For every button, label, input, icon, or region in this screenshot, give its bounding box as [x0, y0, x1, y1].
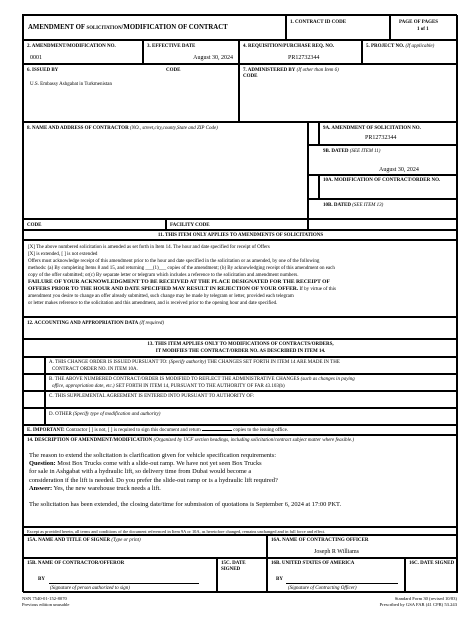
facility-code-box[interactable]: [166, 219, 308, 230]
contracting-officer-label: 16A. NAME OF CONTRACTING OFFICER: [271, 538, 369, 543]
item11-line1: [X] The above numbered solicitation is amended as set forth in Item 14. The hour and date specified for receipt of Offers: [28, 245, 270, 250]
item13b-text: B. THE ABOVE NUMBERED CONTRACT/ORDER IS MODIFIED TO REFLECT THE ADMINISTRATIVE CHANGES: [49, 377, 300, 382]
item13c-box: [45, 391, 458, 408]
item11-line3: Offers must acknowledge receipt of this amendment prior to the hour and date specified in the solicitation or as amended, by one of the following: [28, 259, 320, 264]
answer-label: Answer:: [29, 484, 53, 492]
item11-line5: copy of the offer submitted; or(c) By separate letter or telegram which includes a reference to the solicitation and amendment numbers.: [28, 273, 299, 278]
item13d-check[interactable]: [23, 408, 45, 425]
project-hint: (If applicable): [405, 44, 435, 49]
contractor-label: [27, 126, 218, 132]
item11-title-box: [23, 230, 458, 240]
effective-date-label: 3. EFFECTIVE DATE: [147, 44, 196, 49]
signer-name-label: [27, 538, 141, 544]
question-text-3: consideration if the lift is needed. Do you prefer the slide-out ramp or is a hydraulic lift required?: [29, 476, 278, 484]
issued-by-box[interactable]: [23, 64, 239, 122]
accounting-label: [27, 321, 164, 327]
item13b-check[interactable]: [23, 374, 45, 391]
item13c-check[interactable]: [23, 391, 45, 408]
officer-signature-line[interactable]: [286, 583, 398, 584]
admin-code-label: CODE: [243, 74, 258, 79]
contractor-date-box[interactable]: [217, 558, 267, 593]
item13b-text-2: SET FORTH IN ITEM 14, PURSUANT TO THE AUTHORITY OF FAR 43.103(b): [115, 384, 285, 389]
officer-date-label: 16C. DATE SIGNED: [409, 561, 455, 566]
amend-sol-check[interactable]: [308, 122, 319, 145]
signer-name-box[interactable]: [23, 535, 267, 558]
mod-contract-check[interactable]: [308, 175, 319, 199]
contractor-hint: (NO., street,city,county,State and ZIP Code): [129, 126, 218, 131]
item13a-hint: (Specify authority): [168, 360, 207, 365]
answer-text: Yes, the new warehouse truck needs a lift.: [52, 484, 161, 492]
project-no-label: [366, 44, 434, 50]
item11-line4: methods: (a) By completing Items 8 and 15, and returning ___(1)___ copies of the amendment; (b) By acknowledging receipt of this amendment on each: [28, 266, 335, 271]
signer-name-hint: (Type or print): [111, 538, 141, 543]
amendment-no-label: 2. AMENDMENT/MODIFICATION NO.: [27, 44, 116, 49]
item13a-line1: [49, 360, 340, 366]
accounting-hint: (If required): [139, 321, 164, 326]
dated-10b-label: [323, 203, 383, 209]
item13a-rest: THE CHANGES SET FORTH IN ITEM 14 ARE MADE IN THE: [207, 360, 340, 365]
terms-box: [23, 527, 458, 535]
item13b-hint-2: office, appropriation date, etc.): [52, 384, 115, 389]
item13a-text: A. THIS CHANGE ORDER IS ISSUED PURSUANT TO:: [49, 360, 168, 365]
usa-by-label: BY: [276, 577, 283, 582]
officer-date-box[interactable]: [405, 558, 458, 593]
pages-box: [390, 15, 458, 40]
title-small: SOLICITATION: [86, 26, 122, 31]
officer-signature-caption: (Signature of Contracting Officer): [288, 586, 357, 591]
sf30-form: [22, 14, 457, 592]
administered-by-box[interactable]: [239, 64, 458, 122]
contractor-box[interactable]: [23, 122, 308, 219]
amend-sol-value: PR12732344: [365, 135, 397, 141]
amendment-no-box[interactable]: [23, 40, 143, 64]
page-value: 1 of 1: [417, 27, 429, 32]
edition-note: Previous edition unusable: [22, 602, 70, 607]
amend-sol-label: 9A. AMENDMENT OF SOLICITATION NO.: [323, 126, 421, 131]
description-label-text: 14. DESCRIPTION OF AMENDMENT/MODIFICATION: [27, 438, 153, 443]
signer-name-label-text: 15A. NAME AND TITLE OF SIGNER: [27, 538, 111, 543]
question-text-2: for sale in Ashgabat with a hydraulic lift, so delivery time from Dubai would become a: [29, 468, 252, 476]
question-text: Most Box Trucks come with a slide-out ramp. We have not yet seen Box Trucks: [55, 460, 262, 468]
copies-blank[interactable]: [202, 430, 232, 431]
contractor-signature-caption: (Signature of person authorized to sign): [50, 586, 130, 591]
important-text: Contractor [ ] is not, [ ] is required to sign this document and return: [65, 428, 201, 433]
dated-10b-spacer: [308, 219, 458, 230]
description-p1: The reason to extend the solicitation is clarification given for vehicle specification requirements:: [29, 452, 277, 459]
usa-sign-box[interactable]: [267, 558, 405, 593]
admin-label-text: 7. ADMINISTERED BY: [243, 68, 296, 73]
item13b-box: [45, 374, 458, 391]
item13d-box: [45, 408, 458, 425]
nsn-number: NSN 7540-01-152-8070: [22, 596, 67, 601]
contractor-label-text: 8. NAME AND ADDRESS OF CONTRACTOR: [27, 126, 129, 131]
item11-warning-tail: If by virtue of this: [298, 287, 336, 292]
item11-line9: or letter makes reference to the solicitation and this amendment, and is received prior to the opening hour and date specified.: [28, 301, 278, 306]
item13b-line1: [49, 377, 355, 383]
dated-9b-box[interactable]: [308, 145, 458, 175]
contractor-date-label-2: SIGNED: [221, 567, 241, 572]
effective-date-box[interactable]: [143, 40, 239, 64]
item11-line2: [X] is extended, [ ] is not extended: [28, 252, 98, 257]
dated-9b-value: August 30, 2024: [379, 167, 419, 173]
item13b-hint: (such as changes in paying: [300, 377, 355, 382]
item11-title: 11. THIS ITEM ONLY APPLIES TO AMENDMENTS OF SOLICITATIONS: [157, 233, 324, 238]
item11-warning-1: FAILURE OF YOUR ACKNOWLEDGMENT TO BE RECEIVED AT THE PLACE DESIGNATED FOR THE RECEIPT OF: [28, 279, 330, 285]
admin-hint: (If other than Item 6): [296, 68, 339, 73]
issued-by-label: 6. ISSUED BY: [27, 68, 59, 73]
issued-by-value: U.S. Embassy Ashgabat in Turkmenistan: [30, 82, 112, 87]
item13b-line2: [52, 384, 285, 390]
item11-warning-2: OFFERS PRIOR TO THE HOUR AND DATE SPECIFIED MAY RESULT IN REJECTION OF YOUR OFFER.: [28, 286, 299, 292]
requisition-box[interactable]: [239, 40, 362, 64]
dated-10b-hint: (SEE ITEM 13): [352, 203, 384, 208]
dated-10b-label-text: 10B. DATED: [323, 203, 351, 208]
item11-line8: amendment you desire to change an offer already submitted, such change may be made by telegram or letter, provided each telegram: [28, 294, 294, 299]
requisition-value: PR12732344: [288, 55, 320, 61]
important-line: [27, 428, 288, 434]
item11-body-box: [23, 240, 458, 317]
description-label: [27, 438, 354, 444]
contracting-officer-box[interactable]: [267, 535, 458, 558]
item13c-text: C. THIS SUPPLEMENTAL AGREEMENT IS ENTERED INTO PURSUANT TO AUTHORITY OF:: [49, 394, 255, 399]
usa-sign-label: 16B. UNITED STATES OF AMERICA: [271, 561, 355, 566]
administered-by-label: [243, 68, 339, 74]
item11-body: [28, 244, 456, 307]
important-text-2: copies to the issuing office.: [233, 428, 289, 433]
mod-contract-label: 10A. MODIFICATION OF CONTRACT/ORDER NO.: [323, 178, 441, 183]
description-box[interactable]: [23, 435, 458, 527]
item13-title-1: 13. THIS ITEM APPLIES ONLY TO MODIFICATIONS OF CONTRACTS/ORDERS,: [147, 342, 334, 347]
form-footer-right: [300, 596, 457, 608]
description-hint: (Organized by UCF section headings, including solicitation/contract subject matter where feasible.): [153, 438, 354, 443]
description-body: [29, 452, 341, 509]
dated-10b-box[interactable]: [308, 199, 458, 219]
contractor-sign-box[interactable]: [23, 558, 217, 593]
issued-code-label: CODE: [166, 68, 181, 73]
item13a-box: [45, 357, 458, 374]
requisition-label: 4. REQUISITION/PURCHASE REQ. NO.: [243, 44, 335, 49]
standard-form-number: Standard Form 30 (revised 10/83): [394, 596, 457, 601]
important-label: E. IMPORTANT:: [27, 428, 65, 433]
contractor-sign-label: 15B. NAME OF CONTRACTOR/OFFEROR: [27, 561, 125, 566]
title-suffix: /MODIFICATION OF CONTRACT: [121, 24, 228, 31]
contractor-signature-line[interactable]: [49, 583, 199, 584]
item13d-text: [49, 412, 160, 418]
important-box: [23, 425, 458, 435]
contractor-code-label: CODE: [27, 223, 42, 228]
contractor-code-box[interactable]: [23, 219, 166, 230]
item13a-check[interactable]: [23, 357, 45, 374]
item13-title-box: [23, 339, 458, 357]
title-prefix: AMENDMENT OF: [28, 24, 85, 31]
form-title: [28, 24, 228, 31]
item13d-label: D. OTHER: [49, 412, 72, 417]
item13-title-2: IT MODIFIES THE CONTRACT/ORDER NO. AS DESCRIBED IN ITEM 14.: [155, 349, 326, 354]
accounting-label-text: 12. ACCOUNTING AND APPROPRIATION DATA: [27, 321, 139, 326]
amendment-no-value: 0001: [30, 55, 42, 61]
project-no-box[interactable]: [362, 40, 458, 64]
prescribed-by: Prescribed by GSA FAR (41 CFR) 53.243: [379, 602, 457, 607]
dated-9b-label: [323, 149, 380, 155]
contractor-by-label: BY: [38, 577, 45, 582]
form-title-box: [23, 15, 286, 40]
terms-text: Except as provided herein, all terms and conditions of the document referenced in Item 9A or 10A, as heretofore changed, remains unchanged and in full force and effect.: [27, 528, 326, 534]
accounting-box[interactable]: [23, 317, 458, 339]
contract-id-label: 1. CONTRACT ID CODE: [290, 20, 347, 25]
amend-sol-box[interactable]: [319, 122, 458, 145]
dated-9b-hint: (SEE ITEM 11): [349, 149, 381, 154]
item13a-line2: CONTRACT ORDER NO. IN ITEM 10A.: [52, 367, 138, 372]
facility-code-label: FACILITY CODE: [170, 223, 210, 228]
form-footer-left: [22, 596, 69, 608]
contracting-officer-name: Joseph R Williams: [314, 549, 359, 555]
question-label: Question:: [29, 460, 56, 468]
dated-9b-label-text: 9B. DATED: [323, 149, 349, 154]
page-label: PAGE OF PAGES: [399, 20, 439, 25]
contractor-date-label-1: 15C. DATE: [221, 561, 246, 566]
item13d-hint: (Specify type of modification and authority): [73, 412, 161, 417]
project-label-text: 5. PROJECT NO.: [366, 44, 405, 49]
description-p2: The solicitation has been extended, the closing date/time for submission of quotations is September 6, 2024 at 17:00 PKT.: [29, 501, 342, 509]
mod-contract-box[interactable]: [319, 175, 458, 199]
effective-date-value: August 30, 2024: [193, 55, 233, 61]
contract-id-box[interactable]: [286, 15, 390, 40]
